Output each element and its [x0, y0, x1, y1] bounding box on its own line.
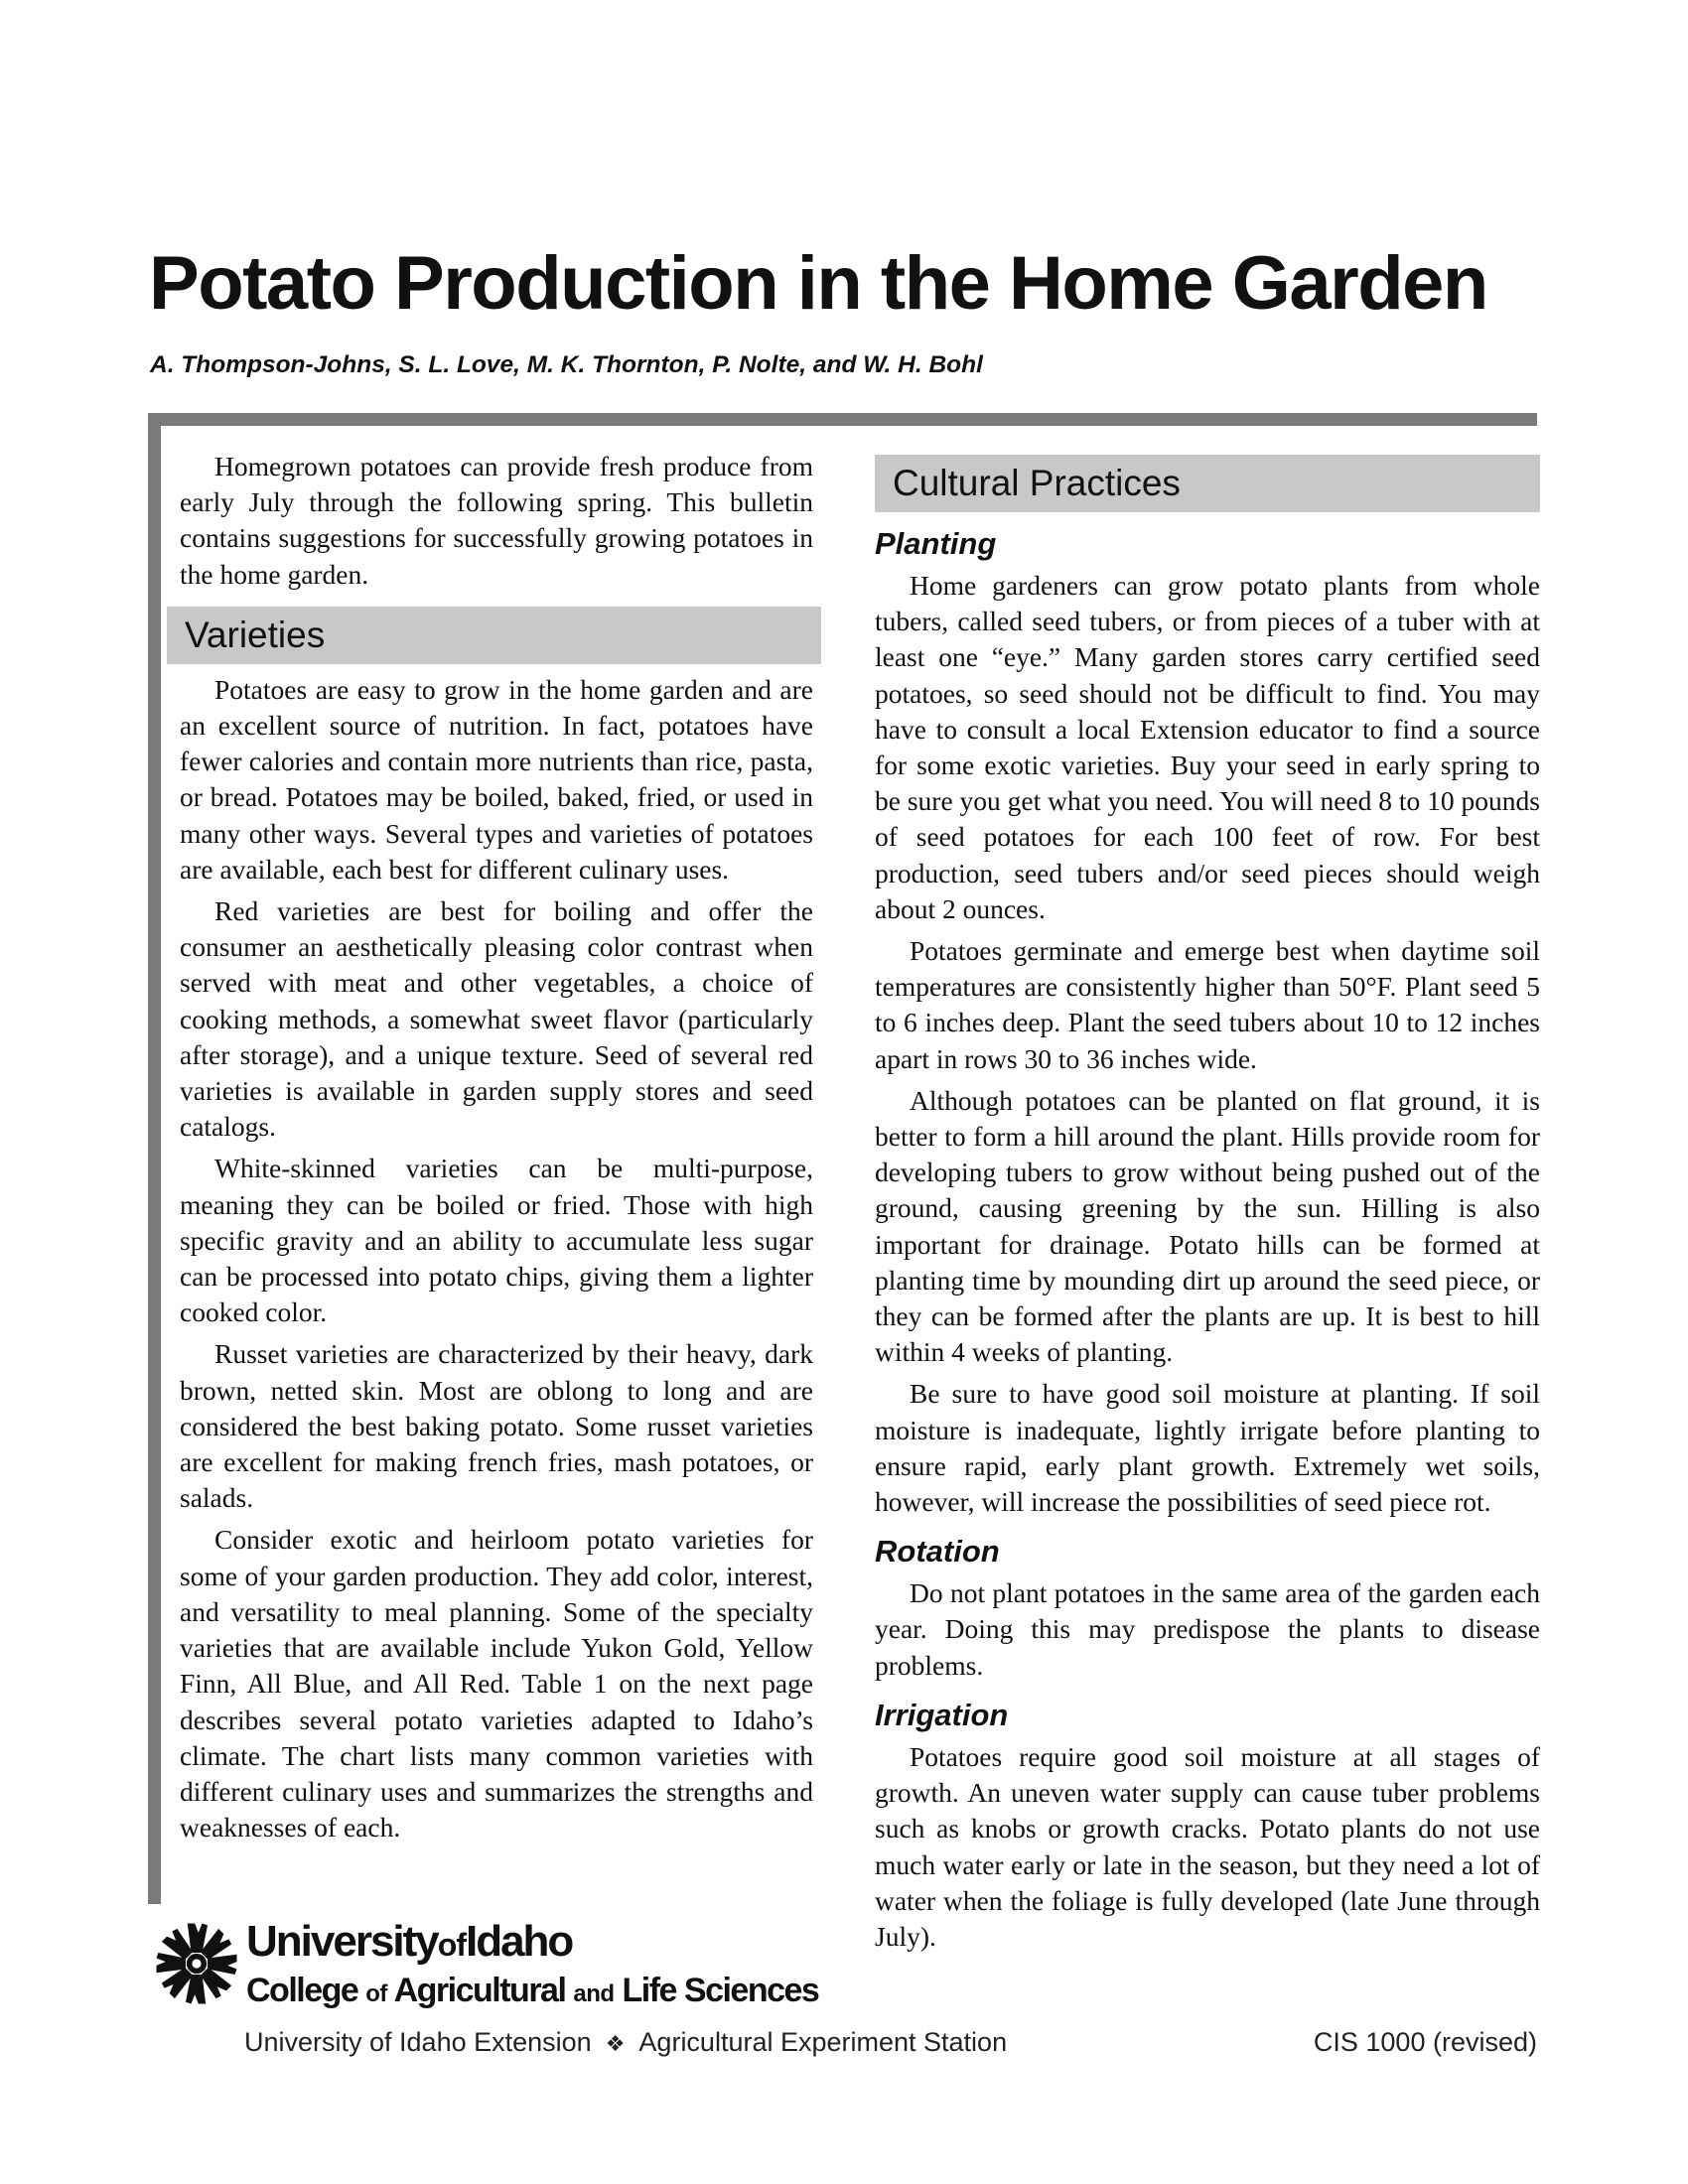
- planting-paragraph: Home gardeners can grow potato plants from whole tubers, called seed tubers, or from pieces of a tuber with at least one “eye.” Many garden stores carry certified seed potatoes, so seed should not be difficult to find. You may have to consult a local Extension educator to find a source for some exotic varieties. Buy your seed in early spring to be sure you get what you need. You will need 8 to 10 pounds of seed potatoes for each 100 feet of row. For best production, seed tubers and/or seed pieces should weigh about 2 ounces.: [875, 570, 1540, 924]
- left-rule: [148, 413, 161, 1904]
- irrigation-heading: Irrigation: [875, 1697, 1009, 1732]
- varieties-paragraph: White-skinned varieties can be multi-purpose, meaning they can be boiled or fried. Those with high specific gravity and an ability to accumulate less sugar can be processed into potato chips, giving them a lighter cooked color.: [180, 1153, 813, 1328]
- document-title: Potato Production in the Home Garden: [149, 241, 1487, 326]
- university-logo: [151, 1918, 826, 2013]
- planting-paragraph: Although potatoes can be planted on flat ground, it is better to form a hill around the plant. Hills provide room for developing tubers to grow without being pushed out of the ground, causing greening by the sun. Hilling is also important for drainage. Potato hills can be formed at planting time by mounding dirt up around the seed piece, or they can be formed after the plants are up. It is best to hill within 4 weeks of planting.: [875, 1084, 1540, 1368]
- varieties-paragraph: Potatoes are easy to grow in the home garden and are an excellent source of nutrition. In fact, potatoes have fewer calories and contain more nutrients than rice, pasta, or bread. Potatoes may be boiled, baked, fried, or used in many other ways. Several types and varieties of potatoes are available, each best for different culinary uses.: [180, 673, 813, 885]
- right-column: [875, 449, 1540, 1961]
- planting-heading: Planting: [875, 526, 997, 561]
- logo-university-name: UniversityofIdaho: [246, 1917, 573, 1966]
- varieties-paragraph: Red varieties are best for boiling and offer the consumer an aesthetically pleasing color contrast when served with meat and other vegetables, a choice of cooking methods, a somewhat sweet flavor (particularly after storage), and a unique texture. Seed of several red varieties is available in garden supply stores and seed catalogs.: [180, 895, 813, 1143]
- planting-paragraph: Be sure to have good soil moisture at planting. If soil moisture is inadequate, lightly irrigate before planting to ensure rapid, early plant growth. Extremely wet soils, however, will increase the possibilities of seed piece rot.: [875, 1378, 1540, 1518]
- author-list: A. Thompson-Johns, S. L. Love, M. K. Thornton, P. Nolte, and W. H. Bohl: [150, 351, 983, 378]
- footer-station: Agricultural Experiment Station: [638, 2027, 1008, 2057]
- intro-paragraph: Homegrown potatoes can provide fresh produce from early July through the following spring. This bulletin contains suggestions for successfully growing potatoes in the home garden.: [180, 451, 813, 590]
- footer-separator: ❖: [605, 2031, 626, 2056]
- planting-paragraph: Potatoes germinate and emerge best when daytime soil temperatures are consistently higher than 50°F. Plant seed 5 to 6 inches deep. Plant the seed tubers about 10 to 12 inches apart in rows 30 to 36 inches wide.: [875, 935, 1540, 1074]
- left-column: [180, 449, 813, 1851]
- rotation-paragraph: Do not plant potatoes in the same area of the garden each year. Doing this may predispose the plants to disease problems.: [875, 1577, 1540, 1681]
- footer-affiliations: [244, 2027, 1007, 2058]
- footer-extension: University of Idaho Extension: [244, 2027, 592, 2057]
- varieties-paragraph: Russet varieties are characterized by their heavy, dark brown, netted skin. Most are oblong to long and are considered the best baking potato. Some russet varieties are excellent for making french fries, mash potatoes, or salads.: [180, 1338, 813, 1514]
- varieties-heading: Varieties: [167, 607, 821, 664]
- publication-number: CIS 1000 (revised): [1313, 2027, 1537, 2057]
- sun-wheel-icon: [151, 1918, 242, 2009]
- logo-college-name: College of Agricultural and Life Sciences: [246, 1972, 819, 2009]
- cultural-practices-heading: Cultural Practices: [875, 455, 1540, 512]
- irrigation-paragraph: Potatoes require good soil moisture at all stages of growth. An uneven water supply can cause tuber problems such as knobs or growth cracks. Potato plants do not use much water early or late in the season, but they need a lot of water when the foliage is fully developed (late June through July).: [875, 1740, 1540, 1952]
- rotation-heading: Rotation: [875, 1534, 1000, 1570]
- varieties-paragraph: Consider exotic and heirloom potato varieties for some of your garden production. They add color, interest, and versatility to meal planning. Some of the specialty varieties that are available include Yukon Gold, Yellow Finn, All Blue, and All Red. Table 1 on the next page describes several potato varieties adapted to Idaho’s climate. The chart lists many common varieties with different culinary uses and summarizes the strengths and weaknesses of each.: [180, 1524, 813, 1843]
- top-rule: [148, 413, 1537, 426]
